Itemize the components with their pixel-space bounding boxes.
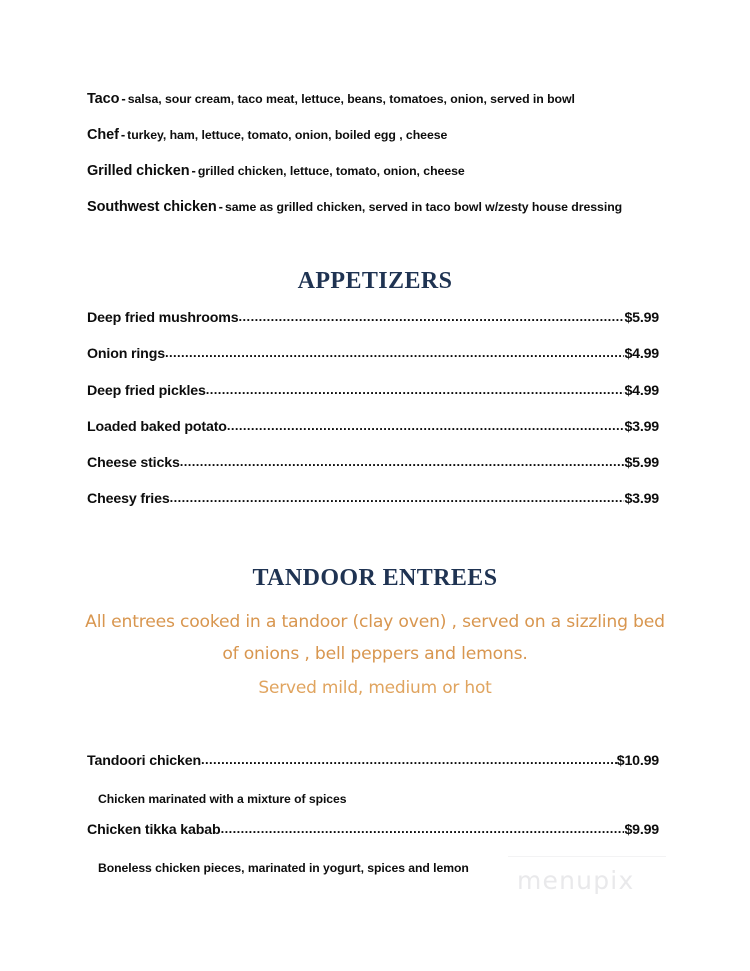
item-name: Cheese sticks bbox=[87, 455, 180, 472]
dot-leader bbox=[221, 821, 625, 836]
item-name: Chicken tikka kabab bbox=[87, 822, 221, 838]
menu-item-row bbox=[87, 753, 659, 787]
item-price: $5.99 bbox=[624, 310, 659, 326]
item-price: $9.99 bbox=[624, 822, 659, 838]
dot-leader bbox=[170, 490, 625, 505]
salad-list bbox=[87, 88, 677, 232]
menu-item-row bbox=[87, 455, 659, 491]
appetizers-list bbox=[87, 310, 659, 528]
salad-description: grilled chicken, lettuce, tomato, onion, cheese bbox=[197, 164, 465, 178]
dot-leader bbox=[165, 345, 625, 360]
tandoor-section-heading: TANDOOR ENTREES bbox=[252, 565, 498, 591]
item-name: Tandoori chicken bbox=[87, 753, 202, 769]
salad-item bbox=[87, 124, 677, 160]
dot-leader bbox=[227, 418, 625, 433]
watermark-divider bbox=[508, 856, 666, 857]
menu-item-row bbox=[87, 822, 659, 856]
menu-item-row bbox=[87, 310, 659, 346]
salad-separator: - bbox=[191, 163, 196, 178]
menu-item-row bbox=[87, 491, 659, 527]
salad-description: salsa, sour cream, taco meat, lettuce, beans, tomatoes, onion, served in bowl bbox=[127, 92, 575, 106]
salad-separator: - bbox=[121, 91, 126, 106]
menupix-watermark: menupix bbox=[517, 866, 635, 895]
dot-leader bbox=[201, 752, 617, 767]
dot-leader bbox=[239, 309, 625, 324]
salad-name: Grilled chicken bbox=[87, 163, 190, 179]
tandoor-description-note: All entrees cooked in a tandoor (clay oven) , served on a sizzling bed of onions , bell peppers and lemons. bbox=[85, 612, 665, 664]
salad-item bbox=[87, 196, 677, 232]
item-price: $10.99 bbox=[616, 753, 659, 769]
salad-name: Chef bbox=[87, 127, 119, 143]
item-name: Deep fried mushrooms bbox=[87, 310, 239, 326]
appetizers-section-heading: APPETIZERS bbox=[297, 268, 453, 294]
salad-name: Taco bbox=[87, 91, 120, 107]
salad-separator: - bbox=[120, 127, 126, 142]
item-price: $3.99 bbox=[624, 491, 659, 508]
dot-leader bbox=[206, 382, 625, 397]
item-price: $5.99 bbox=[624, 455, 659, 472]
item-description: Chicken marinated with a mixture of spices bbox=[98, 792, 347, 806]
salad-name: Southwest chicken bbox=[87, 199, 217, 215]
item-name: Deep fried pickles bbox=[87, 382, 206, 399]
menu-item-row bbox=[87, 346, 659, 382]
salad-item bbox=[87, 88, 677, 124]
salad-item bbox=[87, 160, 677, 196]
item-description: Boneless chicken pieces, marinated in yogurt, spices and lemon bbox=[98, 861, 469, 875]
item-price: $3.99 bbox=[624, 418, 659, 435]
salad-separator: - bbox=[218, 199, 223, 214]
dot-leader bbox=[180, 454, 625, 469]
item-name: Cheesy fries bbox=[87, 491, 170, 508]
item-name: Loaded baked potato bbox=[87, 418, 227, 435]
salad-description: same as grilled chicken, served in taco bowl w/zesty house dressing bbox=[224, 200, 623, 214]
item-price: $4.99 bbox=[624, 346, 659, 363]
tandoor-spice-note: Served mild, medium or hot bbox=[258, 678, 492, 698]
item-name: Onion rings bbox=[87, 346, 165, 363]
menu-item-row bbox=[87, 419, 659, 455]
item-price: $4.99 bbox=[624, 382, 659, 399]
menu-item-row bbox=[87, 383, 659, 419]
salad-description: turkey, ham, lettuce, tomato, onion, boiled egg , cheese bbox=[127, 128, 448, 142]
